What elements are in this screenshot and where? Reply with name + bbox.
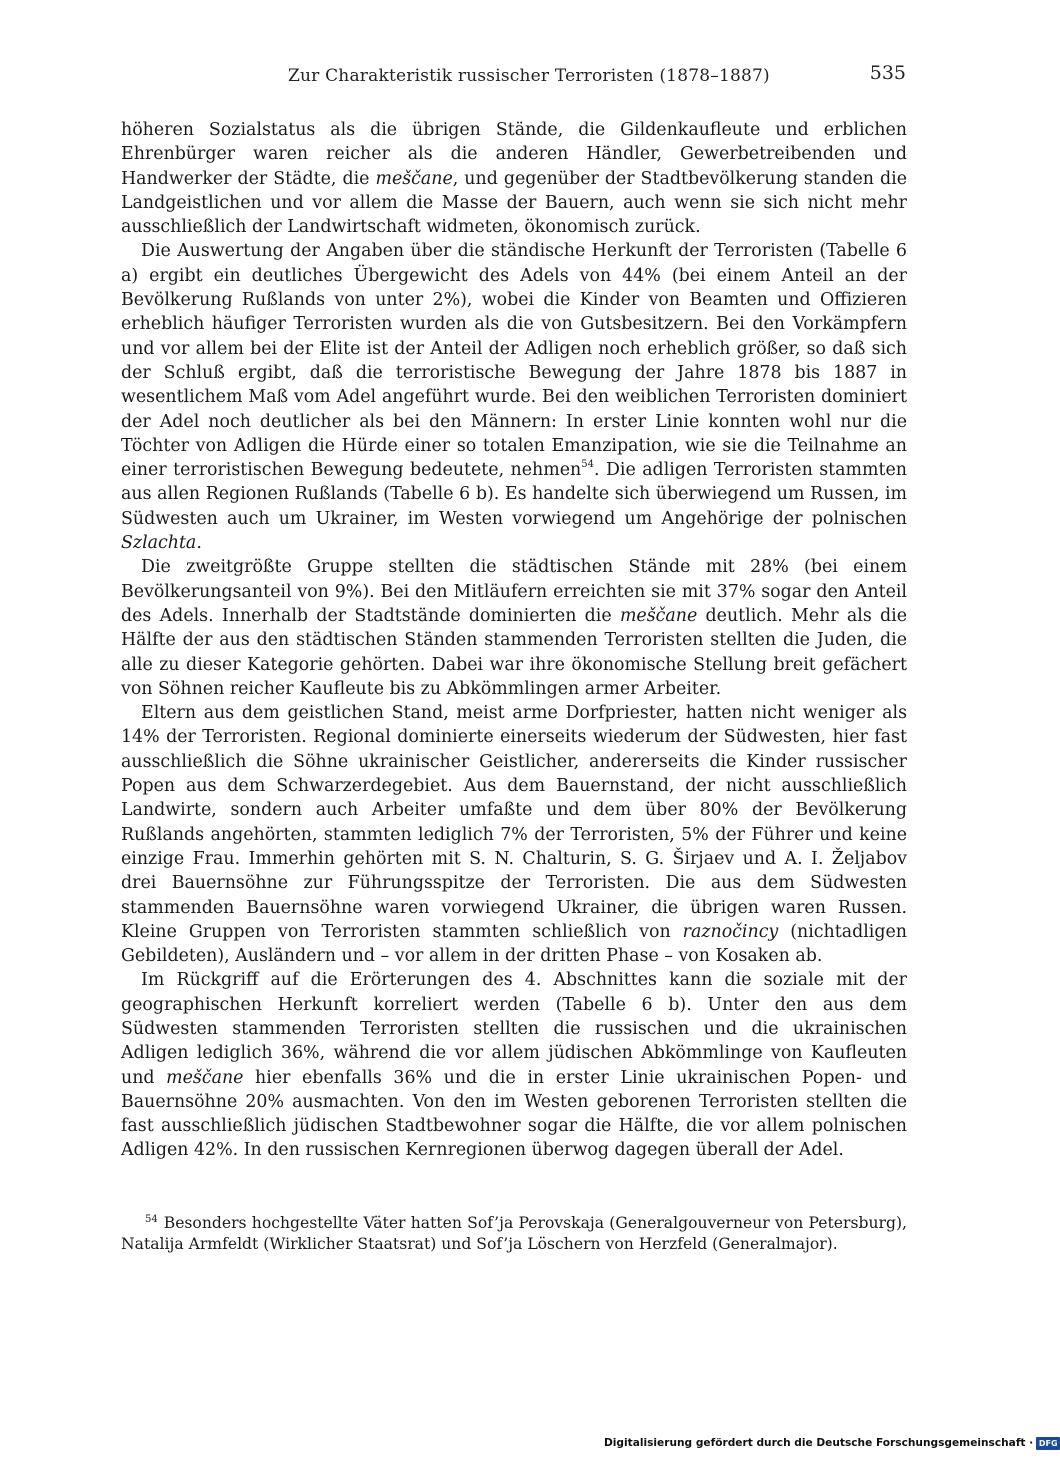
footnote-ref[interactable]: 54: [581, 459, 594, 471]
paragraph-3: [121, 555, 907, 701]
footnote-marker: 54: [145, 1213, 158, 1225]
footnote-text: Besonders hochgestellte Väter hatten Sof’ja Perovskaja (Generalgouverneur von Petersburg), Natalija Armfeldt (Wirklicher Staatsrat) und Sof’ja Löschern von Herzfeld (Generalmajor).: [121, 1214, 907, 1253]
text-span: hier ebenfalls 36% und die in erster Linie ukrainischen Popen- und Bauernsöhne 20% ausmachten. Von den im Westen geborenen Terroristen stellten die fast ausschließlich jüdischen Stadtbewohner sogar die Hälfte, die vor allem polnischen Adligen 42%. In den russischen Kernregionen überwog dagegen überall der Adel.: [121, 1067, 907, 1161]
running-title: Zur Charakteristik russischer Terroristen (1878–1887): [288, 66, 770, 86]
footnote: [121, 1213, 907, 1255]
italic-term: meščane: [619, 605, 698, 626]
paragraph-4: [121, 701, 907, 968]
text-span: Im Rückgriff auf die Erörterungen des 4. Abschnittes kann die soziale mit der geographischen Herkunft korreliert werden (Tabelle 6 b). Unter den aus dem Südwesten stammenden Terroristen stellten die russischen und die ukrainischen Adligen lediglich 36%, während die vor allem jüdischen Abkömmlinge von Kaufleuten und: [121, 970, 907, 1088]
credit-text: Digitalisierung gefördert durch die Deutsche Forschungsgemeinschaft ·: [604, 1437, 1034, 1449]
italic-term: meščane: [375, 168, 453, 189]
digitization-credit: [604, 1434, 1060, 1452]
running-header: [120, 62, 906, 92]
body-text: [121, 118, 907, 1163]
text-span: (nichtadligen Gebildeten), Ausländern und – vor allem in der dritten Phase – von Kosaken ab.: [121, 921, 907, 967]
page-number: 535: [869, 62, 906, 84]
text-span: höheren Sozialstatus als die übrigen Stände, die Gildenkaufleute und erblichen Ehrenbürger waren reicher als die anderen Händler, Gewerbetreibenden und Handwerker der Städte, die: [121, 120, 907, 189]
italic-term: raznočincy: [682, 921, 779, 942]
dfg-logo-icon: DFG: [1036, 1437, 1060, 1450]
paragraph-1: [121, 118, 907, 239]
text-span: , und gegenüber der Stadtbevölkerung standen die Landgeistlichen und vor allem die Masse der Bauern, auch wenn sie sich nicht mehr ausschließlich der Landwirtschaft widmeten, ökonomisch zurück.: [121, 168, 907, 238]
text-span: Eltern aus dem geistlichen Stand, meist arme Dorfpriester, hatten nicht weniger als 14% der Terroristen. Regional dominierte einerseits wiederum der Südwesten, hier fast ausschließlich die Söhne ukrainischer Geistlicher, andererseits die Kinder russischer Popen aus dem Schwarzerdegebiet. Aus dem Bauernstand, der nicht ausschließlich Landwirte, sondern auch Arbeiter umfaßte und dem über 80% der Bevölkerung Rußlands angehörten, stammten lediglich 7% der Terroristen, 5% der Führer und keine einzige Frau. Immerhin gehörten mit S. N. Chalturin, S. G. Širjaev und A. I. Željabov drei Bauernsöhne zur Führungsspitze der Terroristen. Die aus dem Südwesten stammenden Bauernsöhne waren vorwiegend Ukrainer, die übrigen waren Russen. Kleine Gruppen von Terroristen stammten schließlich von: [121, 703, 907, 942]
text-span: deutlich. Mehr als die Hälfte der aus den städtischen Ständen stammenden Terroristen stellten die Juden, die alle zu dieser Kategorie gehörten. Dabei war ihre ökonomische Stellung breit gefächert von Söhnen reicher Kaufleute bis zu Abkömmlingen armer Arbeiter.: [121, 605, 908, 699]
paragraph-5: [121, 968, 907, 1162]
italic-term: Szlachta: [121, 533, 197, 554]
text-span: Die Auswertung der Angaben über die ständische Herkunft der Terroristen (Tabelle 6 a) ergibt ein deutliches Übergewicht des Adels von 44% (bei einem Anteil an der Bevölkerung Rußlands von unter 2%), wobei die Kinder von Beamten und Offizieren erheblich häufiger Terroristen wurden als die von Gutsbesitzern. Bei den Vorkämpfern und vor allem bei der Elite ist der Anteil der Adligen noch erheblich größer, so daß sich der Schluß ergibt, daß die terroristische Bewegung der Jahre 1878 bis 1887 in wesentlichem Maß vom Adel angeführt wurde. Bei den weiblichen Terroristen dominiert der Adel noch deutlicher als bei den Männern: In erster Linie konnten wohl nur die Töchter von Adligen die Hürde einer so totalen Emanzipation, wie sie die Teilnahme an einer terroristischen Bewegung bedeutete, nehmen: [121, 241, 907, 481]
text-span: .: [196, 533, 202, 554]
text-span: Die zweitgrößte Gruppe stellten die städtischen Stände mit 28% (bei einem Bevölkerungsanteil von 9%). Bei den Mitläufern erreichten sie mit 37% sogar den Anteil des Adels. Innerhalb der Stadtstände dominierten die: [121, 557, 907, 626]
paragraph-2: [121, 239, 907, 555]
text-span: . Die adligen Terroristen stammten aus allen Regionen Rußlands (Tabelle 6 b). Es handelte sich überwiegend um Russen, im Südwesten auch um Ukrainer, im Westen vorwiegend um Angehörige der polnischen: [121, 460, 907, 529]
italic-term: meščane: [166, 1067, 244, 1088]
